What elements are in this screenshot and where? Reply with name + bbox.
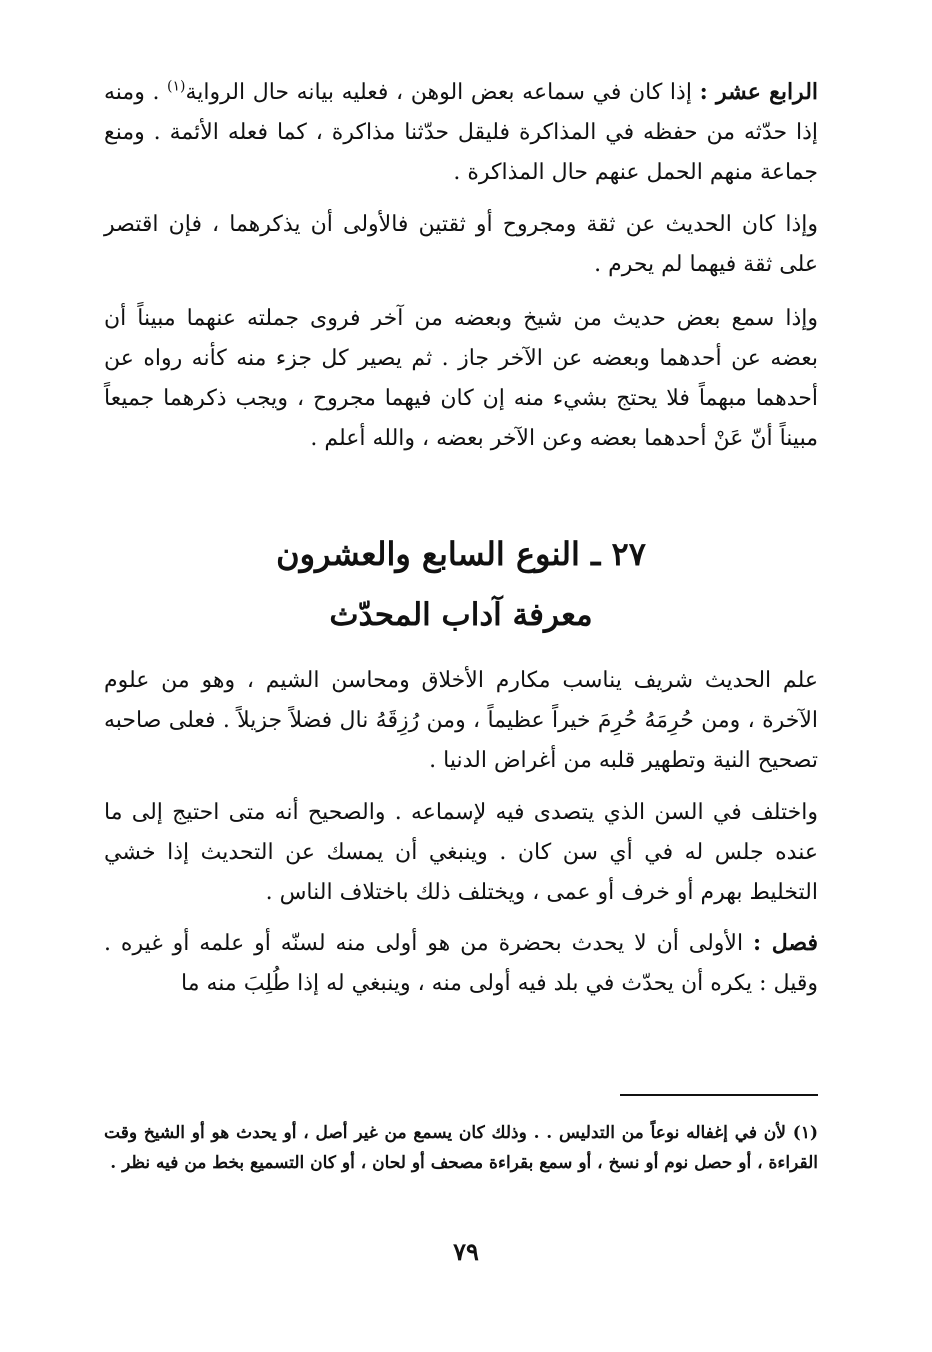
paragraph-narration-age: واختلف في السن الذي يتصدى فيه لإسماعه . والصحيح أنه متى احتيج إلى ما عنده جلس له في أي سن كان . وينبغي أن يمسك عن التحديث إذا خشي التخليط بهرم أو خرف أو عمى ، ويختلف ذلك باختلاف الناس . — [104, 800, 818, 905]
paragraph-text: الأولى أن لا يحدث بحضرة من هو أولى منه لسنّه أو علمه أو غيره . وقيل : يكره أن يحدّث في بلد فيه أولى منه ، وينبغي له إذا طُلِبَ منه ما — [104, 931, 818, 996]
paragraph-fourteenth — [104, 72, 818, 193]
paragraph-lead-fourteenth: الرابع عشر : — [699, 79, 819, 105]
footnote-divider — [620, 1094, 818, 1096]
paragraph-partial-hearing: وإذا سمع بعض حديث من شيخ وبعضه من آخر فروى جملته عنهما مبيناً أن بعضه عن أحدهما وبعضه عن الآخر جاز . ثم يصير كل جزء منه كأنه رواه عن أحدهما مبهماً فلا يحتج بشيء منه إن كان فيهما مجروح ، ويجب ذكرهما جميعاً مبيناً أنّ عَنْ أحدهما بعضه وعن الآخر بعضه ، والله أعلم . — [104, 306, 818, 451]
paragraph-lead-section: فصل : — [753, 930, 818, 956]
page-body — [104, 72, 818, 1004]
paragraph-hadith-nobility: علم الحديث شريف يناسب مكارم الأخلاق ومحاسن الشيم ، وهو من علوم الآخرة ، ومن حُرِمَهُ حُرِمَ خيراً عظيماً ، ومن رُزِقَهُ نال فضلاً جزيلاً . فعلى صاحبه تصحيح النية وتطهير قلبه من أغراض الدنيا . — [104, 668, 818, 773]
chapter-heading — [104, 529, 818, 639]
footnotes — [104, 1118, 818, 1178]
footnote-reference[interactable]: (١) — [167, 78, 186, 95]
paragraph-section — [104, 923, 818, 1004]
footnote-1: (١) لأن في إغفاله نوعاً من التدليس . . وذلك كان يسمع من غير أصل ، أو يحدث هو أو الشيخ وقت القراءة ، أو حصل نوم أو نسخ ، أو سمع بقراءة مصحف أو لحان ، أو كان التسميع بخط من فيه نظر . — [104, 1123, 818, 1173]
paragraph-trusted-narrators: وإذا كان الحديث عن ثقة ومجروح أو ثقتين فالأولى أن يذكرهما ، فإن اقتصر على ثقة فيهما لم يحرم . — [104, 212, 818, 277]
paragraph-text: إذا كان في سماعه بعض الوهن ، فعليه بيانه حال الرواية — [185, 80, 692, 105]
paragraph-text-rest: . ومنه إذا حدّثه من حفظه في المذاكرة فليقل حدّثنا مذاكرة ، كما فعله الأئمة . ومنع جماعة منهم الحمل عنهم حال المذاكرة . — [104, 80, 818, 185]
chapter-subtitle: معرفة آداب المحدّث — [329, 597, 593, 633]
page-number: ٧٩ — [453, 1237, 479, 1266]
chapter-title: ٢٧ ـ النوع السابع والعشرون — [276, 535, 646, 573]
